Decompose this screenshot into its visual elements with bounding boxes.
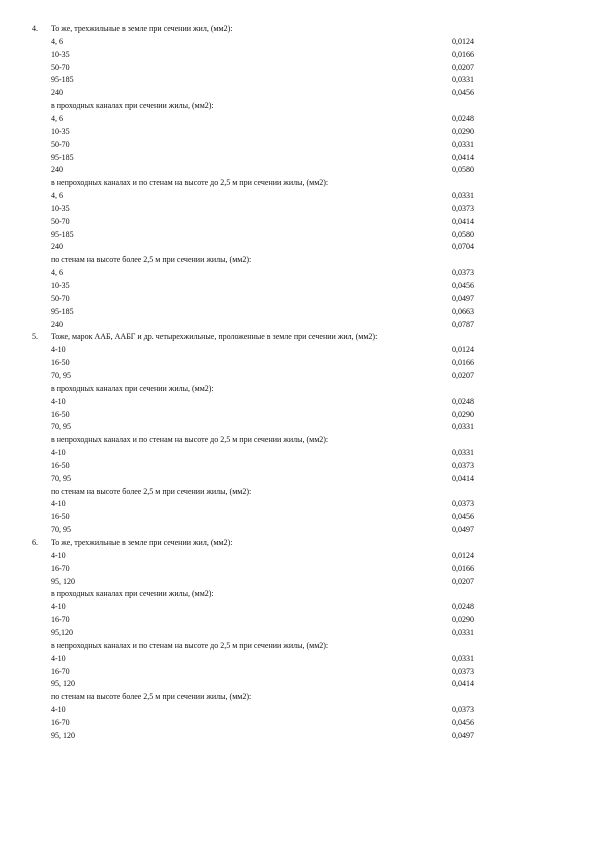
cross-section-label: 70, 95 bbox=[51, 422, 71, 432]
table-row bbox=[0, 601, 595, 614]
subsection-heading-row bbox=[0, 691, 595, 704]
cross-section-label: 10-35 bbox=[51, 203, 70, 213]
table-row bbox=[0, 126, 595, 139]
coefficient-value: 0,0331 bbox=[452, 448, 474, 458]
coefficient-value: 0,0166 bbox=[452, 358, 474, 368]
table-row bbox=[0, 666, 595, 679]
section-heading: Тоже, марок ААБ, ААБГ и др. четырехжильные, проложенные в земле при сечении жил, (мм2): bbox=[51, 332, 378, 342]
cross-section-label: 4-10 bbox=[51, 602, 66, 612]
coefficient-value: 0,0124 bbox=[452, 550, 474, 560]
section-number: 4. bbox=[32, 24, 38, 33]
coefficient-value: 0,0373 bbox=[452, 203, 474, 213]
cross-section-label: 50-70 bbox=[51, 216, 70, 226]
subsection-heading: по стенам на высоте более 2,5 м при сечении жилы, (мм2): bbox=[51, 255, 252, 265]
cross-section-label: 240 bbox=[51, 242, 63, 252]
cross-section-label: 4-10 bbox=[51, 448, 66, 458]
cross-section-label: 10-35 bbox=[51, 49, 70, 59]
coefficient-value: 0,0497 bbox=[452, 525, 474, 535]
table-row bbox=[0, 319, 595, 332]
coefficient-value: 0,0414 bbox=[452, 152, 474, 162]
cross-section-label: 240 bbox=[51, 165, 63, 175]
cross-section-label: 50-70 bbox=[51, 62, 70, 72]
table-row bbox=[0, 229, 595, 242]
table-row bbox=[0, 357, 595, 370]
table-row bbox=[0, 730, 595, 743]
subsection-heading-row bbox=[0, 434, 595, 447]
subsection-heading-row bbox=[0, 588, 595, 601]
cross-section-label: 4, 6 bbox=[51, 113, 63, 123]
cross-section-label: 16-50 bbox=[51, 460, 70, 470]
table-row bbox=[0, 152, 595, 165]
coefficient-value: 0,0290 bbox=[452, 409, 474, 419]
coefficient-value: 0,0331 bbox=[452, 191, 474, 201]
coefficient-value: 0,0373 bbox=[452, 499, 474, 509]
coefficient-value: 0,0248 bbox=[452, 396, 474, 406]
cross-section-label: 70, 95 bbox=[51, 370, 71, 380]
section-number: 5. bbox=[32, 332, 38, 342]
coefficient-value: 0,0207 bbox=[452, 62, 474, 72]
cross-section-label: 16-70 bbox=[51, 563, 70, 573]
cross-section-label: 95-185 bbox=[51, 152, 74, 162]
section-heading-row bbox=[0, 23, 595, 36]
coefficient-value: 0,0497 bbox=[452, 730, 474, 740]
coefficient-value: 0,0124 bbox=[452, 345, 474, 355]
coefficient-value: 0,0331 bbox=[452, 422, 474, 432]
coefficient-value: 0,0373 bbox=[452, 460, 474, 470]
cross-section-label: 240 bbox=[51, 88, 63, 98]
section-heading-row bbox=[0, 331, 595, 344]
table-row bbox=[0, 460, 595, 473]
coefficient-value: 0,0414 bbox=[452, 473, 474, 483]
cross-section-label: 4-10 bbox=[51, 653, 66, 663]
cross-section-label: 10-35 bbox=[51, 126, 70, 136]
subsection-heading: в проходных каналах при сечении жилы, (мм2): bbox=[51, 383, 214, 393]
table-row bbox=[0, 36, 595, 49]
cross-section-label: 240 bbox=[51, 319, 63, 329]
subsection-heading-row bbox=[0, 254, 595, 267]
table-row bbox=[0, 139, 595, 152]
table-row bbox=[0, 421, 595, 434]
cross-section-label: 10-35 bbox=[51, 281, 70, 290]
table-row bbox=[0, 717, 595, 730]
table-row bbox=[0, 576, 595, 589]
coefficient-value: 0,0373 bbox=[452, 268, 474, 278]
table-row bbox=[0, 293, 595, 306]
coefficient-value: 0,0248 bbox=[452, 602, 474, 612]
coefficient-value: 0,0331 bbox=[452, 653, 474, 663]
cross-section-label: 50-70 bbox=[51, 293, 70, 303]
cross-section-label: 95, 120 bbox=[51, 679, 75, 689]
table-row bbox=[0, 524, 595, 537]
cross-section-label: 4-10 bbox=[51, 499, 66, 509]
coefficient-value: 0,0124 bbox=[452, 36, 474, 46]
cross-section-label: 70, 95 bbox=[51, 525, 71, 535]
coefficient-value: 0,0497 bbox=[452, 293, 474, 303]
table-row bbox=[0, 498, 595, 511]
subsection-heading: в непроходных каналах и по стенам на высоте до 2,5 м при сечении жилы, (мм2): bbox=[51, 435, 329, 445]
table-row bbox=[0, 473, 595, 486]
table-row bbox=[0, 306, 595, 319]
cross-section-label: 4-10 bbox=[51, 396, 66, 406]
coefficient-value: 0,0373 bbox=[452, 666, 474, 676]
cross-section-label: 95, 120 bbox=[51, 730, 75, 740]
subsection-heading-row bbox=[0, 640, 595, 653]
coefficient-value: 0,0166 bbox=[452, 563, 474, 573]
cross-section-label: 16-70 bbox=[51, 717, 70, 727]
coefficient-value: 0,0331 bbox=[452, 627, 474, 637]
cross-section-label: 4-10 bbox=[51, 705, 66, 715]
subsection-heading: в непроходных каналах и по стенам на высоте до 2,5 м при сечении жилы, (мм2): bbox=[51, 178, 329, 188]
cross-section-label: 95, 120 bbox=[51, 576, 75, 586]
table-row bbox=[0, 74, 595, 87]
coefficient-value: 0,0456 bbox=[452, 281, 474, 290]
coefficient-value: 0,0290 bbox=[452, 615, 474, 625]
coefficient-value: 0,0331 bbox=[452, 139, 474, 149]
cross-section-label: 4, 6 bbox=[51, 268, 63, 278]
table-row bbox=[0, 203, 595, 216]
subsection-heading: в проходных каналах при сечении жилы, (мм2): bbox=[51, 589, 214, 599]
table-row bbox=[0, 216, 595, 229]
cross-section-label: 95,120 bbox=[51, 627, 73, 637]
cross-section-label: 4, 6 bbox=[51, 36, 63, 46]
coefficient-value: 0,0166 bbox=[452, 49, 474, 59]
coefficient-value: 0,0331 bbox=[452, 75, 474, 85]
table-row bbox=[0, 190, 595, 203]
coefficient-value: 0,0207 bbox=[452, 576, 474, 586]
cross-section-label: 70, 95 bbox=[51, 473, 71, 483]
subsection-heading: в проходных каналах при сечении жилы, (мм2): bbox=[51, 101, 214, 111]
cross-section-label: 4, 6 bbox=[51, 191, 63, 201]
table-row bbox=[0, 563, 595, 576]
section-heading: То же, трехжильные в земле при сечении жил, (мм2): bbox=[51, 538, 233, 547]
table-row bbox=[0, 113, 595, 126]
coefficient-value: 0,0456 bbox=[452, 88, 474, 98]
cross-section-label: 50-70 bbox=[51, 139, 70, 149]
table-row bbox=[0, 511, 595, 524]
table-row bbox=[0, 678, 595, 691]
coefficient-value: 0,0456 bbox=[452, 717, 474, 727]
cross-section-label: 4-10 bbox=[51, 550, 66, 560]
subsection-heading: в непроходных каналах и по стенам на высоте до 2,5 м при сечении жилы, (мм2): bbox=[51, 640, 329, 650]
table-row bbox=[0, 627, 595, 640]
coefficient-value: 0,0456 bbox=[452, 512, 474, 522]
section-heading-row bbox=[0, 537, 595, 550]
cross-section-label: 95-185 bbox=[51, 75, 74, 85]
coefficient-value: 0,0414 bbox=[452, 679, 474, 689]
subsection-heading-row bbox=[0, 486, 595, 499]
table-row bbox=[0, 49, 595, 62]
table-row bbox=[0, 409, 595, 422]
coefficient-value: 0,0248 bbox=[452, 113, 474, 123]
table-row bbox=[0, 280, 595, 293]
cross-section-label: 16-50 bbox=[51, 409, 70, 419]
cross-section-label: 16-70 bbox=[51, 666, 70, 676]
cross-section-label: 16-70 bbox=[51, 615, 70, 625]
table-row bbox=[0, 396, 595, 409]
table-row bbox=[0, 62, 595, 75]
cross-section-label: 95-185 bbox=[51, 306, 74, 316]
table-row bbox=[0, 344, 595, 357]
coefficient-value: 0,0663 bbox=[452, 306, 474, 316]
table-row bbox=[0, 370, 595, 383]
subsection-heading: по стенам на высоте более 2,5 м при сечении жилы, (мм2): bbox=[51, 486, 252, 496]
subsection-heading-row bbox=[0, 177, 595, 190]
coefficient-value: 0,0704 bbox=[452, 242, 474, 252]
coefficient-value: 0,0207 bbox=[452, 370, 474, 380]
table-row bbox=[0, 614, 595, 627]
cross-section-label: 16-50 bbox=[51, 512, 70, 522]
section-heading: То же, трехжильные в земле при сечении жил, (мм2): bbox=[51, 24, 233, 33]
section-number: 6. bbox=[32, 538, 38, 547]
subsection-heading-row bbox=[0, 383, 595, 396]
table-row bbox=[0, 704, 595, 717]
coefficient-value: 0,0580 bbox=[452, 229, 474, 239]
coefficient-value: 0,0290 bbox=[452, 126, 474, 136]
cross-section-label: 16-50 bbox=[51, 358, 70, 368]
table-row bbox=[0, 653, 595, 666]
table-row bbox=[0, 164, 595, 177]
table-row bbox=[0, 241, 595, 254]
subsection-heading-row bbox=[0, 100, 595, 113]
cross-section-label: 95-185 bbox=[51, 229, 74, 239]
table-row bbox=[0, 267, 595, 280]
coefficient-value: 0,0580 bbox=[452, 165, 474, 175]
table-row bbox=[0, 87, 595, 100]
coefficient-value: 0,0373 bbox=[452, 705, 474, 715]
table-row bbox=[0, 550, 595, 563]
coefficient-value: 0,0414 bbox=[452, 216, 474, 226]
coefficient-value: 0,0787 bbox=[452, 319, 474, 329]
subsection-heading: по стенам на высоте более 2,5 м при сечении жилы, (мм2): bbox=[51, 692, 252, 702]
cross-section-label: 4-10 bbox=[51, 345, 66, 355]
table-row bbox=[0, 447, 595, 460]
